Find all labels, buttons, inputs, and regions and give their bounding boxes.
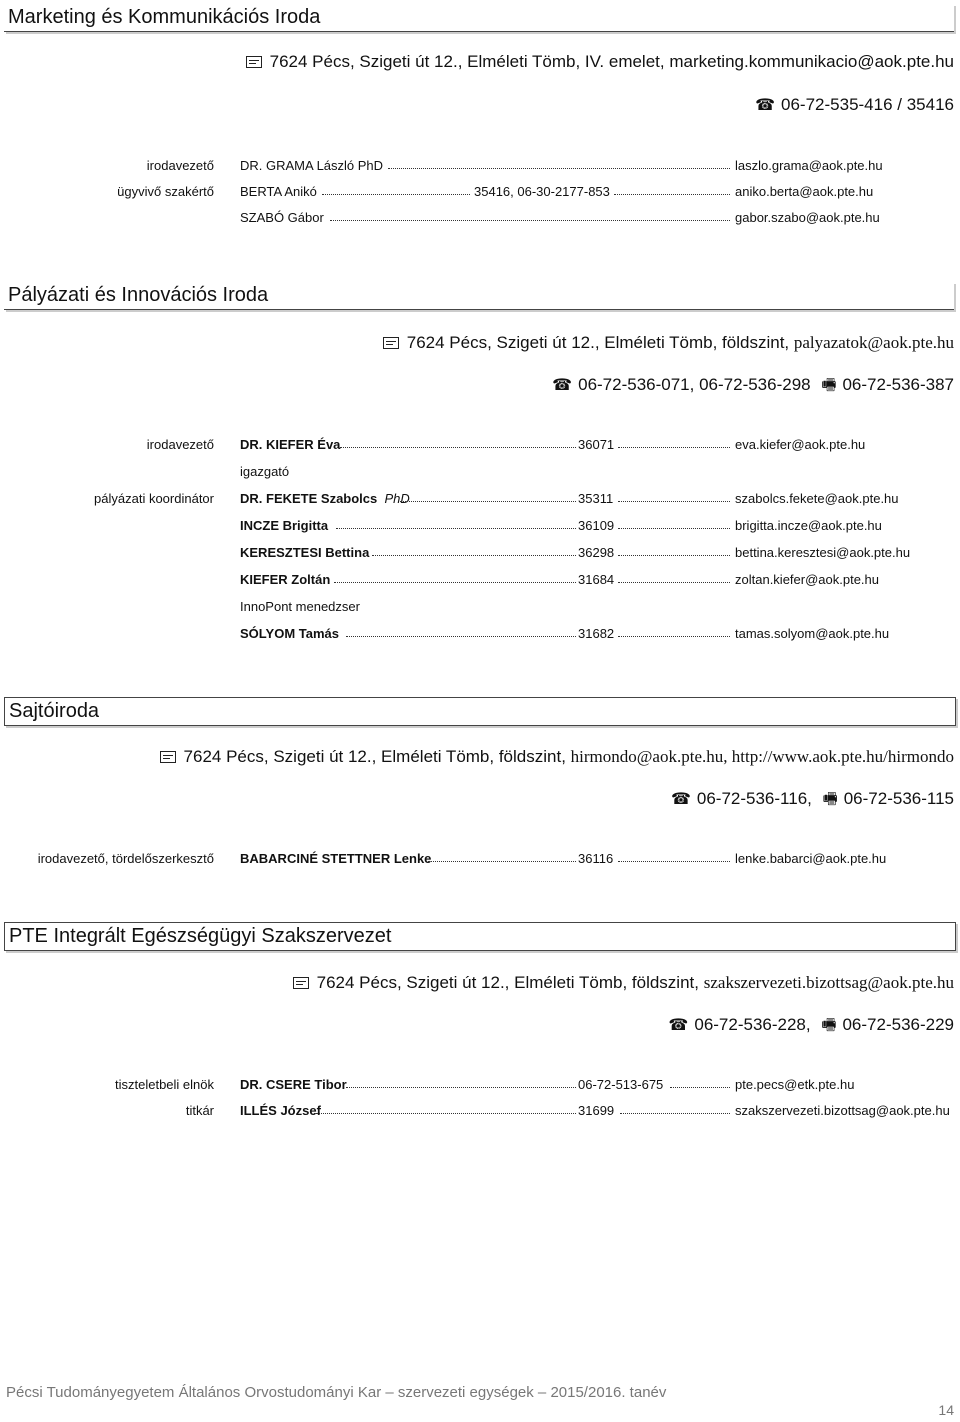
envelope-icon (293, 977, 309, 989)
fax-icon: 🖷 (821, 377, 837, 394)
person-ext: 31699 (578, 1103, 615, 1118)
person-role: irodavezető (146, 437, 214, 452)
section-title-marketing: Marketing és Kommunikációs Iroda (4, 4, 954, 32)
person-ext: 36071 (578, 437, 615, 452)
person-ext: 36116 (578, 851, 614, 866)
person-email[interactable]: szabolcs.fekete@aok.pte.hu (735, 491, 899, 506)
szakszervezet-phone: ☎ 06-72-536-228, 🖷 06-72-536-229 (668, 1014, 954, 1041)
palyazati-address: 7624 Pécs, Szigeti út 12., Elméleti Tömb, földszint, palyazatok@aok.pte.hu (383, 333, 954, 353)
section-title-palyazati: Pályázati és Innovációs Iroda (4, 282, 954, 310)
person-name: KIEFER Zoltán (240, 572, 331, 587)
section-title-sajtoiroda: Sajtóiroda (4, 697, 956, 726)
person-row (0, 464, 960, 484)
section-title-szakszervezet: PTE Integrált Egészségügyi Szakszervezet (4, 922, 956, 951)
person-role: pályázati koordinátor (94, 491, 214, 506)
person-name: BABARCINÉ STETTNER Lenke (240, 851, 432, 866)
person-name: KERESZTESI Bettina (240, 545, 370, 560)
envelope-icon (383, 337, 399, 349)
person-role: ügyvivő szakértő (117, 184, 214, 199)
person-email[interactable]: brigitta.incze@aok.pte.hu (735, 518, 882, 533)
person-ext: 36109 (578, 518, 615, 533)
person-email[interactable]: aniko.berta@aok.pte.hu (735, 184, 874, 199)
person-row (0, 158, 960, 178)
person-email[interactable]: bettina.keresztesi@aok.pte.hu (735, 545, 911, 560)
envelope-icon (160, 751, 176, 763)
person-email[interactable]: szakszervezeti.bizottsag@aok.pte.hu (735, 1103, 950, 1118)
person-role: tiszteletbeli elnök (115, 1077, 214, 1092)
phone-icon: ☎ (755, 97, 776, 114)
person-email[interactable]: tamas.solyom@aok.pte.hu (735, 626, 890, 641)
person-name: DR. FEKETE Szabolcs PhD (240, 491, 410, 506)
marketing-phone: ☎ 06-72-535-416 / 35416 (755, 95, 954, 114)
fax-icon: 🖷 (822, 791, 838, 808)
person-ext: 06-72-513-675 (578, 1077, 664, 1092)
person-row (0, 210, 960, 230)
person-row (0, 545, 960, 565)
person-name: BERTA Anikó (240, 184, 317, 199)
person-row (0, 437, 960, 457)
sajto-phone: ☎ 06-72-536-116, 🖷 06-72-536-115 (671, 788, 954, 815)
person-email[interactable]: eva.kiefer@aok.pte.hu (735, 437, 866, 452)
person-name: SZABÓ Gábor (240, 210, 324, 225)
person-ext: 36298 (578, 545, 615, 560)
person-email[interactable]: lenke.babarci@aok.pte.hu (735, 851, 887, 866)
person-email[interactable]: zoltan.kiefer@aok.pte.hu (735, 572, 880, 587)
person-row (0, 851, 960, 871)
person-ext: 35311 (578, 491, 614, 506)
person-role: titkár (185, 1103, 214, 1118)
person-email[interactable]: pte.pecs@etk.pte.hu (735, 1077, 855, 1092)
person-row (0, 1103, 960, 1123)
person-name: ILLÉS József (240, 1103, 321, 1118)
person-ext: 31682 (578, 626, 615, 641)
phone-icon: ☎ (668, 1017, 689, 1034)
person-role: irodavezető, tördelőszerkesztő (37, 851, 214, 866)
person-name: igazgató (240, 464, 290, 479)
person-role: irodavezető (146, 158, 214, 173)
person-name: InnoPont menedzser (240, 599, 360, 614)
marketing-address: 7624 Pécs, Szigeti út 12., Elméleti Tömb, IV. emelet, marketing.kommunikacio@aok.pte.hu (246, 52, 954, 72)
person-name: DR. CSERE Tibor (240, 1077, 347, 1092)
person-row (0, 518, 960, 538)
person-row (0, 184, 960, 204)
person-row (0, 1077, 960, 1097)
page-number: 14 (938, 1402, 954, 1418)
sajto-address: 7624 Pécs, Szigeti út 12., Elméleti Tömb, földszint, hirmondo@aok.pte.hu, http://www.aok.pte.hu/hirmondo (160, 747, 954, 767)
page-footer: Pécsi Tudományegyetem Általános Orvostudományi Kar – szervezeti egységek – 2015/2016. tanév (6, 1384, 667, 1401)
person-row (0, 491, 960, 511)
phone-icon: ☎ (670, 791, 691, 808)
person-email[interactable]: laszlo.grama@aok.pte.hu (735, 158, 883, 173)
person-name: SÓLYOM Tamás (240, 626, 339, 641)
person-name: DR. GRAMA László PhD (240, 158, 384, 173)
person-ext: 35416, 06-30-2177-853 (474, 184, 610, 199)
person-row (0, 599, 960, 619)
person-row (0, 626, 960, 646)
person-name: INCZE Brigitta (240, 518, 329, 533)
envelope-icon (246, 56, 262, 68)
person-email[interactable]: gabor.szabo@aok.pte.hu (735, 210, 880, 225)
fax-icon: 🖷 (821, 1017, 837, 1034)
person-row (0, 572, 960, 592)
person-name: DR. KIEFER Éva (240, 437, 341, 452)
person-ext: 31684 (578, 572, 615, 587)
phone-icon: ☎ (552, 377, 573, 394)
szakszervezet-address: 7624 Pécs, Szigeti út 12., Elméleti Tömb, földszint, szakszervezeti.bizottsag@aok.pte.hu (293, 973, 954, 993)
palyazati-phone: ☎ 06-72-536-071, 06-72-536-298 🖷 06-72-536-387 (552, 374, 954, 401)
